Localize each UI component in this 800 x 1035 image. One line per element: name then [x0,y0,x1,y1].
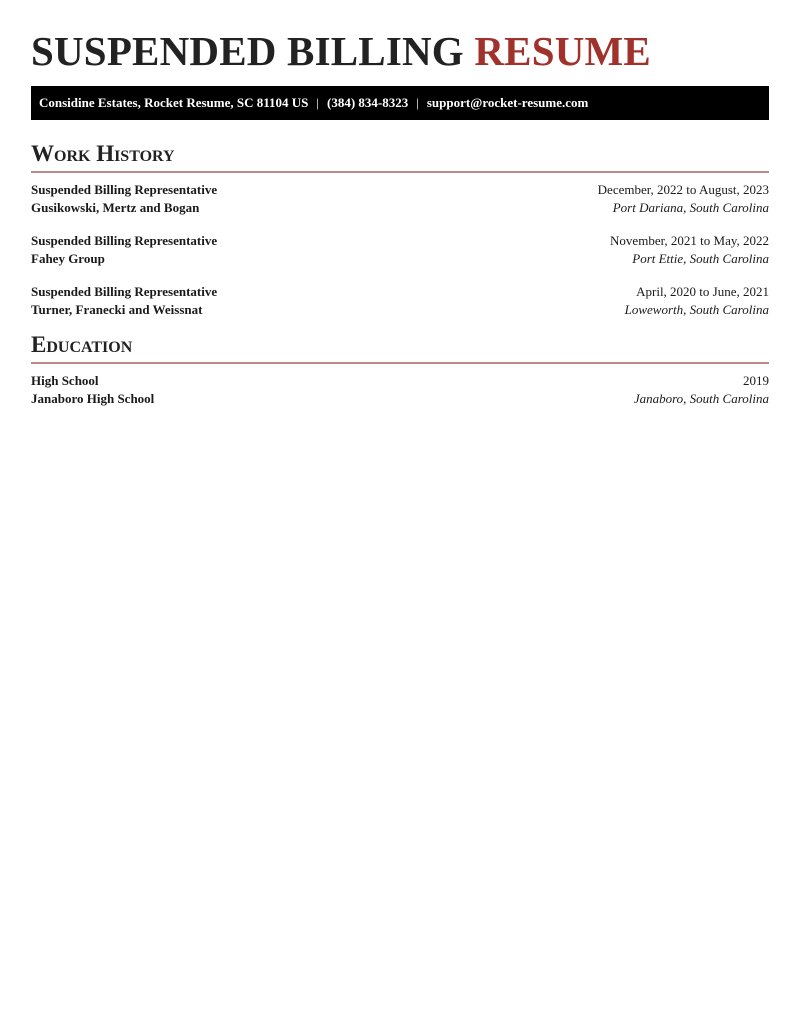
education-degree: High School [31,373,99,388]
job-location: Loweworth, South Carolina [624,301,769,317]
contact-phone: (384) 834-8323 [327,95,409,110]
job-company: Turner, Franecki and Weissnat [31,301,203,317]
section-title-education: Education [31,332,133,357]
contact-email: support@rocket-resume.com [426,95,589,110]
job-position: Suspended Billing Representative [31,182,218,197]
title-main: SUSPENDED BILLING [31,28,464,74]
education-location: Janaboro, South Carolina [633,390,769,406]
job-company: Fahey Group [31,250,105,266]
section-title-work-history: Work History [31,141,175,166]
contact-separator: | [416,95,419,110]
work-entry [31,283,769,318]
section-divider [31,362,769,364]
job-dates: April, 2020 to June, 2021 [636,284,769,299]
job-company: Gusikowski, Mertz and Bogan [31,199,200,215]
title-accent: RESUME [474,28,651,74]
education-school: Janaboro High School [31,390,155,406]
education-entry [31,372,769,407]
job-location: Port Ettie, South Carolina [632,250,769,266]
work-entry [31,232,769,267]
job-dates: December, 2022 to August, 2023 [597,182,769,197]
work-entry [31,181,769,216]
job-location: Port Dariana, South Carolina [612,199,769,215]
job-position: Suspended Billing Representative [31,284,218,299]
job-dates: November, 2021 to May, 2022 [610,233,769,248]
resume-title [31,28,651,74]
contact-separator: | [316,95,320,110]
section-divider [31,171,769,173]
education-year: 2019 [743,373,769,388]
contact-bar [31,86,769,120]
job-position: Suspended Billing Representative [31,233,218,248]
contact-address: Considine Estates, Rocket Resume, SC 81104 US [39,95,309,110]
